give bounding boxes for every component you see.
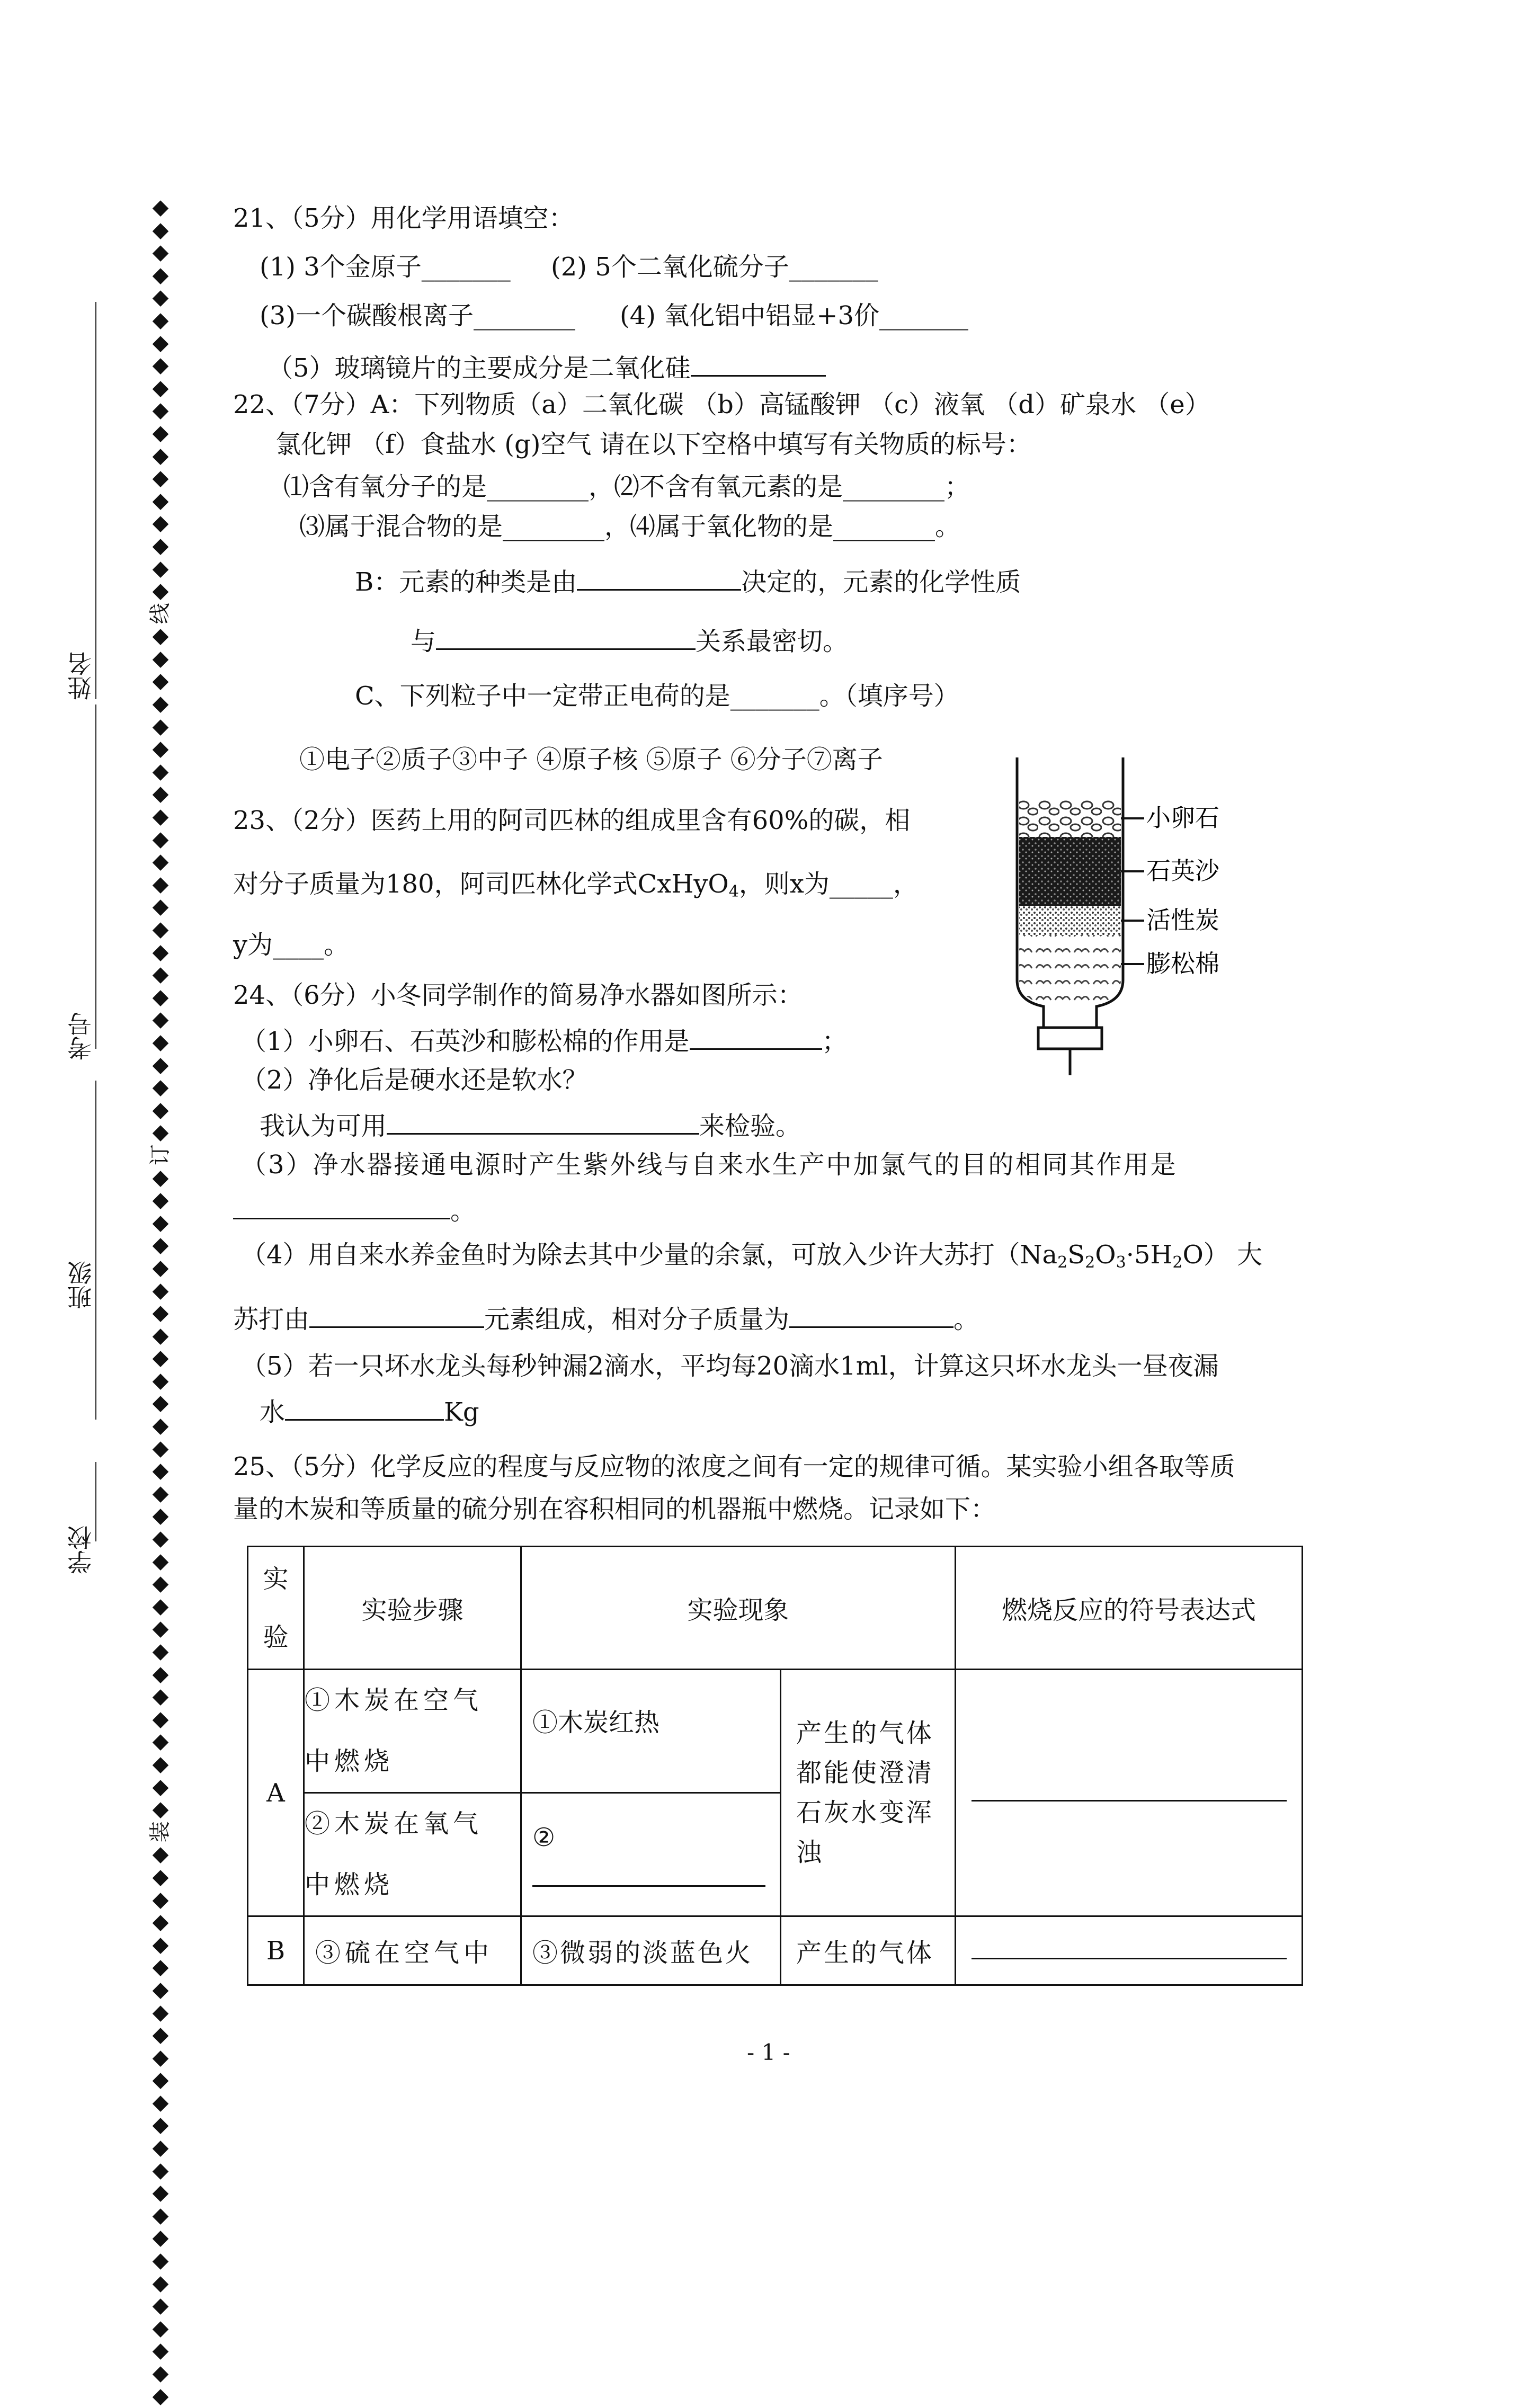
header-equation: 燃烧反应的符号表达式 bbox=[956, 1547, 1303, 1670]
q22-b2-text-end: 关系最密切。 bbox=[696, 627, 849, 656]
cut-line-diamonds: ◆ ◆ ◆ ◆ ◆ ◆ ◆ ◆ ◆ ◆ ◆ ◆ ◆ ◆ ◆ ◆ ◆ ◆ 线 ◆ ◆ ◆ ◆ ◆ ◆ ◆ ◆ ◆ ◆ ◆ ◆ ◆ ◆ ◆ ◆ ◆ ◆ ◆ ◆ ◆ ◆ ◆ 订 ◆ ◆ ◆ ◆ ◆ ◆ ◆ ◆ ◆ ◆ ◆ ◆ ◆ ◆ ◆ ◆ ◆ ◆ ◆ ◆ ◆ ◆ ◆ ◆ ◆ ◆ ◆ ◆ ◆ 装 ◆ ◆ ◆ ◆ ◆ ◆ ◆ ◆ ◆ ◆ ◆ ◆ ◆ ◆ ◆ ◆ ◆ ◆ ◆ ◆ ◆ ◆ ◆ ◆ ◆ bbox=[148, 195, 173, 2408]
name-label: 姓名 bbox=[67, 652, 95, 700]
q24-part4b bbox=[233, 1303, 979, 1332]
margin-line-2 bbox=[95, 704, 96, 1049]
row-a-equation bbox=[956, 1670, 1303, 1916]
q23-line3: y为____。 bbox=[233, 930, 350, 960]
answer-blank[interactable] bbox=[532, 1859, 765, 1887]
row-a-label: A bbox=[248, 1670, 304, 1916]
q22-b2-text: 与 bbox=[411, 627, 436, 656]
label-cotton: 膨松棉 bbox=[1146, 949, 1219, 978]
q21-part5 bbox=[268, 352, 826, 381]
q24-p4b-mid: 元素组成，相对分子质量为 bbox=[484, 1305, 790, 1334]
q22-line3: ⑴含有氧分子的是________，⑵不含有氧元素的是________； bbox=[283, 472, 970, 502]
formula-part: S bbox=[1067, 1240, 1085, 1270]
q21-part4: (4) 氧化铝中铝显+3价_______ bbox=[620, 301, 969, 331]
q24-part3b bbox=[233, 1194, 476, 1224]
row-b-equation bbox=[956, 1916, 1303, 1985]
header-char: 实 bbox=[263, 1564, 289, 1594]
row-b-observation: ③微弱的淡蓝色火 bbox=[521, 1916, 781, 1985]
exam-number-label: 考号 bbox=[67, 1012, 95, 1060]
formula-part: ·5H bbox=[1126, 1240, 1173, 1270]
q21-part5-text: （5）玻璃镜片的主要成分是二氧化硅 bbox=[268, 353, 691, 383]
water-filter-figure bbox=[996, 752, 1287, 1081]
answer-blank[interactable] bbox=[285, 1396, 444, 1421]
q24-p4b-end: 。 bbox=[953, 1305, 979, 1334]
answer-blank[interactable] bbox=[789, 1303, 953, 1328]
label-activated-carbon: 活性炭 bbox=[1146, 906, 1219, 934]
answer-blank[interactable] bbox=[387, 1110, 699, 1135]
q24-part5a: （5）若一只坏水龙头每秒钟漏2滴水，平均每20滴水1ml，计算这只坏水龙头一昼夜漏 bbox=[241, 1351, 1219, 1381]
margin-line-3 bbox=[95, 1081, 96, 1420]
formula-part: O bbox=[1095, 1240, 1116, 1270]
common-line: 石灰水变浑 bbox=[796, 1797, 934, 1827]
q24-part1 bbox=[241, 1025, 848, 1054]
step-line: 中燃烧 bbox=[305, 1746, 394, 1776]
q22-b1-text: B：元素的种类是由 bbox=[355, 567, 577, 597]
answer-blank[interactable] bbox=[577, 566, 741, 591]
row-a-common bbox=[781, 1670, 956, 1916]
q24-p1-text: （1）小卵石、石英沙和膨松棉的作用是 bbox=[241, 1027, 690, 1056]
q24-p2b-text: 我认为可用 bbox=[260, 1111, 387, 1141]
row-a1-step bbox=[304, 1670, 521, 1793]
subscript: 2 bbox=[1172, 1253, 1183, 1272]
q24-title: 24、（6分）小冬同学制作的简易净水器如图所示： bbox=[233, 980, 803, 1010]
answer-blank[interactable] bbox=[972, 1789, 1287, 1801]
q24-part3a: （3）净水器接通电源时产生紫外线与自来水生产中加氯气的目的相同其作用是 bbox=[241, 1150, 1178, 1180]
page-number: - 1 - bbox=[747, 2039, 790, 2065]
header-steps: 实验步骤 bbox=[304, 1547, 521, 1670]
q23-line2-text: 对分子质量为180，阿司匹林化学式CxHyO bbox=[233, 869, 729, 899]
q23-line1: 23、（2分）医药上用的阿司匹林的组成里含有60%的碳，相 bbox=[233, 806, 911, 835]
q24-part2a: （2）净化后是硬水还是软水？ bbox=[241, 1065, 588, 1095]
row-b-label: B bbox=[248, 1916, 304, 1985]
common-line: 都能使澄清 bbox=[796, 1758, 934, 1788]
margin-line-1 bbox=[95, 302, 96, 699]
cut-mark-line: 线 bbox=[148, 602, 173, 624]
q22-b1-text-end: 决定的，元素的化学性质 bbox=[741, 567, 1021, 597]
subscript: 2 bbox=[1057, 1253, 1068, 1272]
q22-c-line2: ①电子②质子③中子 ④原子核 ⑤原子 ⑥分子⑦离子 bbox=[299, 745, 883, 774]
step-line: ①木炭在空气 bbox=[305, 1685, 483, 1715]
answer-blank[interactable] bbox=[690, 1025, 822, 1050]
cotton-layer bbox=[1019, 935, 1121, 1004]
q22-line2: 氯化钾 （f）食盐水 (g)空气 请在以下空格中填写有关物质的标号： bbox=[275, 430, 1032, 459]
header-phenomena: 实验现象 bbox=[521, 1547, 956, 1670]
cut-mark-bind: 订 bbox=[148, 1144, 173, 1166]
step-line: ②木炭在氧气 bbox=[305, 1809, 483, 1839]
q21-part2: (2) 5个二氧化硫分子_______ bbox=[551, 252, 878, 282]
common-line: 产生的气体 bbox=[796, 1718, 934, 1748]
table-header-row bbox=[248, 1547, 1303, 1670]
answer-blank[interactable] bbox=[233, 1194, 450, 1219]
q22-line1: 22、（7分）A：下列物质（a）二氧化碳 （b）高锰酸钾 （c）液氧 （d）矿泉水 （e） bbox=[233, 390, 1210, 420]
common-line: 浊 bbox=[796, 1837, 824, 1867]
subscript: 2 bbox=[1085, 1253, 1095, 1272]
pebble-layer bbox=[1019, 800, 1121, 837]
school-label: 学校 bbox=[67, 1526, 95, 1574]
outlet-cap bbox=[1038, 1028, 1102, 1049]
q24-p3b-end: 。 bbox=[450, 1196, 476, 1226]
label-quartz-sand: 石英沙 bbox=[1146, 857, 1219, 885]
row-b-common: 产生的气体 bbox=[781, 1916, 956, 1985]
q24-p5b-text: 水 bbox=[260, 1397, 286, 1427]
row-a2-step bbox=[304, 1793, 521, 1916]
answer-blank[interactable] bbox=[691, 352, 826, 377]
q24-p2b-end: 来检验。 bbox=[699, 1111, 801, 1141]
answer-blank[interactable] bbox=[972, 1937, 1287, 1959]
q22-c-line1: C、下列粒子中一定带正电荷的是_______。（填序号） bbox=[355, 681, 959, 711]
table-row-a1 bbox=[248, 1670, 1303, 1793]
q21-part1: (1) 3个金原子_______ bbox=[260, 252, 511, 282]
q24-p5b-end: Kg bbox=[444, 1397, 479, 1427]
q23-line2-end: ，则x为_____， bbox=[738, 869, 919, 899]
header-char: 验 bbox=[263, 1622, 289, 1652]
subscript: 4 bbox=[728, 882, 739, 901]
q25-line2: 量的木炭和等质量的硫分别在容积相同的机器瓶中燃烧。记录如下： bbox=[233, 1494, 996, 1524]
q24-p4-text: （4）用自来水养金鱼时为除去其中少量的余氯，可放入少许大苏打（Na bbox=[241, 1240, 1058, 1270]
q22-line4: ⑶属于混合物的是________，⑷属于氧化物的是________。 bbox=[299, 512, 961, 541]
header-experiment bbox=[248, 1547, 304, 1670]
q24-part2b bbox=[260, 1110, 801, 1139]
q24-p1-end: ； bbox=[822, 1027, 848, 1056]
q24-part4a bbox=[241, 1242, 1262, 1271]
cut-mark-pack: 装 bbox=[148, 1821, 173, 1843]
row-b-step: ③硫在空气中 bbox=[304, 1916, 521, 1985]
sand-layer bbox=[1019, 837, 1121, 906]
answer-blank[interactable] bbox=[309, 1303, 484, 1328]
row-a1-observation: ①木炭红热 bbox=[521, 1670, 781, 1793]
answer-blank[interactable] bbox=[436, 625, 696, 650]
table-row-b bbox=[248, 1916, 1303, 1985]
row-a2-observation bbox=[521, 1793, 781, 1916]
carbon-layer bbox=[1019, 906, 1121, 935]
step-line: 中燃烧 bbox=[305, 1870, 394, 1899]
q25-line1: 25、（5分）化学反应的程度与反应物的浓度之间有一定的规律可循。某实验小组各取等质 bbox=[233, 1452, 1235, 1482]
subscript: 3 bbox=[1116, 1253, 1126, 1272]
label-pebbles: 小卵石 bbox=[1146, 804, 1219, 832]
q21-title: 21、（5分）用化学用语填空： bbox=[233, 203, 574, 233]
q21-part3: (3)一个碳酸根离子________ bbox=[260, 301, 575, 331]
q24-part5b bbox=[260, 1396, 479, 1425]
q22-b-line1 bbox=[355, 566, 1021, 595]
obs-text: ② bbox=[532, 1822, 556, 1852]
class-label: 班级 bbox=[67, 1261, 95, 1309]
q23-line2 bbox=[233, 871, 919, 900]
experiment-table bbox=[247, 1546, 1303, 1986]
formula-part: O） 大 bbox=[1182, 1240, 1263, 1270]
q24-p4b-text: 苏打由 bbox=[233, 1305, 310, 1334]
q22-b-line2 bbox=[411, 625, 848, 654]
